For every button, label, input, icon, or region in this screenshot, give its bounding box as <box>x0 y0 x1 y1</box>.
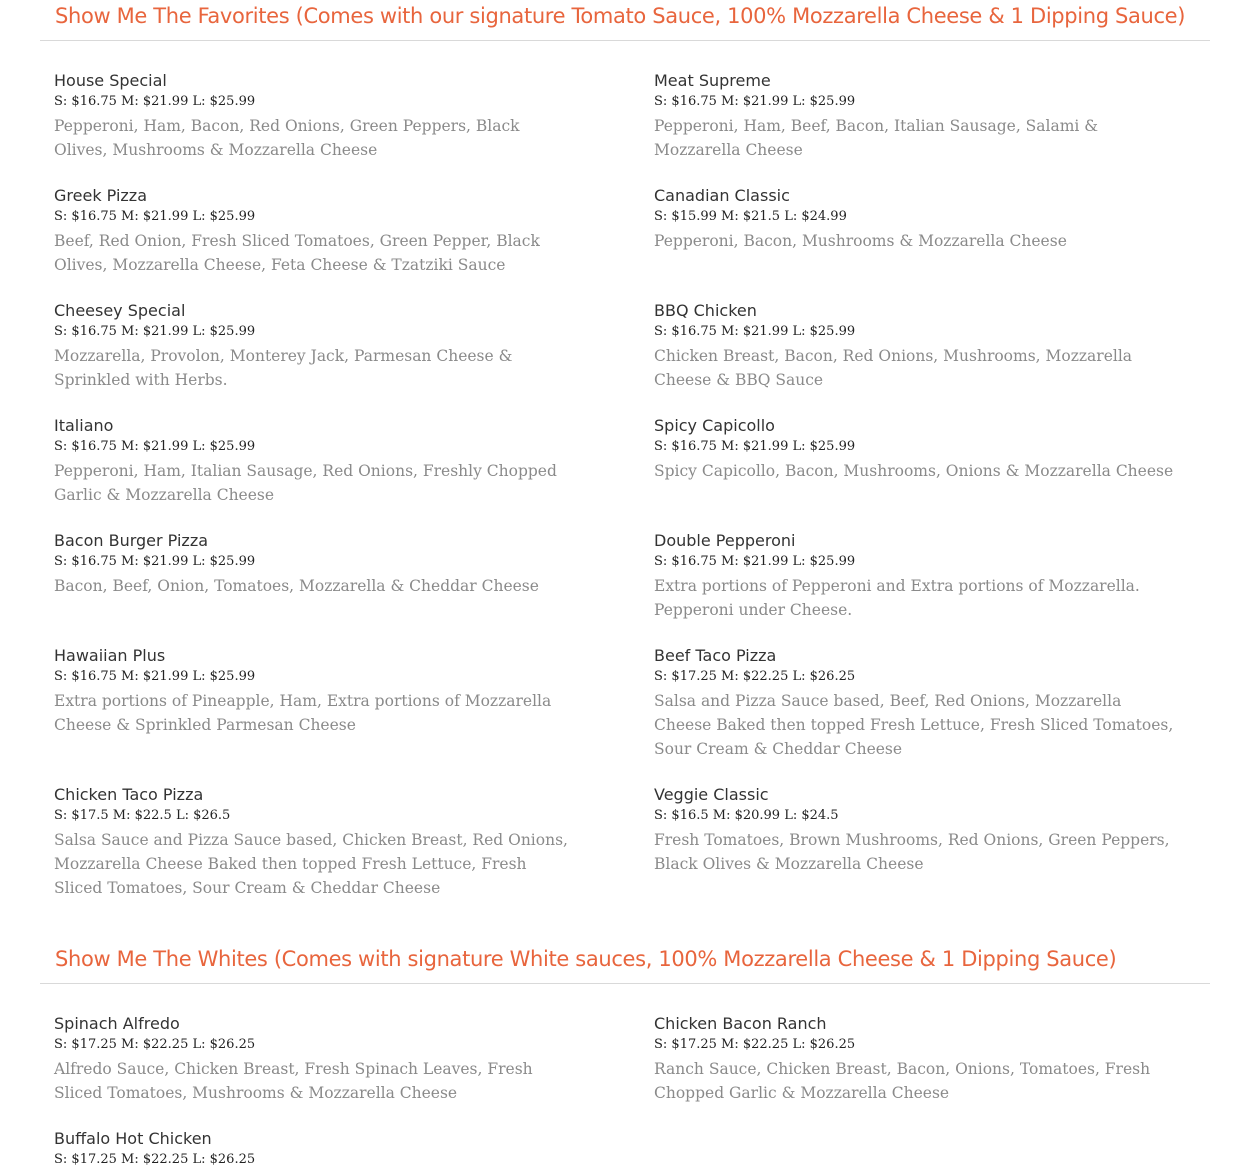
menu-item-description: Chicken Breast, Bacon, Red Onions, Mushrooms, Mozzarella Cheese & BBQ Sauce <box>654 347 1133 389</box>
menu-item-price: S: $15.99 M: $21.5 L: $24.99 <box>654 209 847 224</box>
menu-item-veggie-classic[interactable] <box>654 784 1174 876</box>
menu-item-name: Hawaiian Plus <box>54 646 166 665</box>
menu-item-hawaiian-plus[interactable] <box>54 645 574 737</box>
menu-item-price: S: $16.75 M: $21.99 L: $25.99 <box>654 324 856 339</box>
menu-item-name: BBQ Chicken <box>654 301 757 320</box>
menu-item-description: Mozzarella, Provolon, Monterey Jack, Parmesan Cheese & Sprinkled with Herbs. <box>54 347 513 389</box>
menu-item-name: Bacon Burger Pizza <box>54 531 209 550</box>
menu-item-price: S: $16.75 M: $21.99 L: $25.99 <box>654 439 856 454</box>
menu-item-price: S: $16.75 M: $21.99 L: $25.99 <box>54 324 256 339</box>
menu-item-bbq-chicken[interactable] <box>654 300 1174 392</box>
menu-item-name: House Special <box>54 71 167 90</box>
menu-item-price: S: $16.75 M: $21.99 L: $25.99 <box>54 94 256 109</box>
menu-item-name: Chicken Bacon Ranch <box>654 1014 827 1033</box>
section-title-favorites: Show Me The Favorites (Comes with our signature Tomato Sauce, 100% Mozzarella Cheese & 1 Dipping Sauce) <box>55 4 1186 28</box>
menu-item-buffalo-hot-chicken[interactable] <box>54 1128 574 1170</box>
menu-item-price: S: $16.5 M: $20.99 L: $24.5 <box>654 808 839 823</box>
menu-item-name: Cheesey Special <box>54 301 186 320</box>
menu-item-meat-supreme[interactable] <box>654 70 1174 162</box>
menu-item-name: Spicy Capicollo <box>654 416 775 435</box>
menu-item-price: S: $16.75 M: $21.99 L: $25.99 <box>654 94 856 109</box>
menu-item-canadian-classic[interactable] <box>654 185 1174 253</box>
menu-item-name: Canadian Classic <box>654 186 790 205</box>
menu-item-name: Beef Taco Pizza <box>654 646 777 665</box>
menu-item-name: Buffalo Hot Chicken <box>54 1129 212 1148</box>
menu-item-description: Bacon, Beef, Onion, Tomatoes, Mozzarella & Cheddar Cheese <box>54 577 539 595</box>
menu-item-description: Extra portions of Pepperoni and Extra portions of Mozzarella. Pepperoni under Cheese. <box>654 577 1140 619</box>
menu-item-price: S: $17.25 M: $22.25 L: $26.25 <box>54 1037 256 1052</box>
menu-item-bacon-burger-pizza[interactable] <box>54 530 574 598</box>
menu-item-description: Ranch Sauce, Chicken Breast, Bacon, Onions, Tomatoes, Fresh Chopped Garlic & Mozzarella Cheese <box>654 1060 1151 1102</box>
menu-item-name: Italiano <box>54 416 114 435</box>
menu-item-price: S: $17.5 M: $22.5 L: $26.5 <box>54 808 231 823</box>
menu-item-name: Meat Supreme <box>654 71 771 90</box>
menu-item-name: Chicken Taco Pizza <box>54 785 204 804</box>
menu-item-beef-taco-pizza[interactable] <box>654 645 1174 761</box>
menu-item-price: S: $16.75 M: $21.99 L: $25.99 <box>654 554 856 569</box>
menu-item-description: Salsa and Pizza Sauce based, Beef, Red Onions, Mozzarella Cheese Baked then topped Fresh Lettuce, Fresh Sliced Tomatoes, Sour Cream & Cheddar Cheese <box>654 692 1174 758</box>
menu-item-price: S: $16.75 M: $21.99 L: $25.99 <box>54 669 256 684</box>
menu-item-name: Veggie Classic <box>654 785 769 804</box>
menu-item-price: S: $16.75 M: $21.99 L: $25.99 <box>54 209 256 224</box>
section-divider <box>40 983 1210 984</box>
menu-item-name: Spinach Alfredo <box>54 1014 180 1033</box>
menu-item-price: S: $16.75 M: $21.99 L: $25.99 <box>54 554 256 569</box>
menu-item-price: S: $17.25 M: $22.25 L: $26.25 <box>54 1152 256 1167</box>
menu-item-italiano[interactable] <box>54 415 574 507</box>
menu-item-spinach-alfredo[interactable] <box>54 1013 574 1105</box>
menu-item-price: S: $17.25 M: $22.25 L: $26.25 <box>654 1037 856 1052</box>
menu-item-description: Fresh Tomatoes, Brown Mushrooms, Red Onions, Green Peppers, Black Olives & Mozzarella Cheese <box>654 831 1170 873</box>
menu-item-name: Double Pepperoni <box>654 531 796 550</box>
menu-item-cheesey-special[interactable] <box>54 300 574 392</box>
menu-item-double-pepperoni[interactable] <box>654 530 1174 622</box>
menu-item-chicken-bacon-ranch[interactable] <box>654 1013 1174 1105</box>
menu-item-description: Alfredo Sauce, Chicken Breast, Fresh Spinach Leaves, Fresh Sliced Tomatoes, Mushrooms & Mozzarella Cheese <box>54 1060 533 1102</box>
menu-item-spicy-capicollo[interactable] <box>654 415 1174 483</box>
menu-item-price: S: $17.25 M: $22.25 L: $26.25 <box>654 669 856 684</box>
menu-item-description: Spicy Capicollo, Bacon, Mushrooms, Onions & Mozzarella Cheese <box>654 462 1174 480</box>
menu-item-chicken-taco-pizza[interactable] <box>54 784 574 900</box>
menu-item-description: Pepperoni, Ham, Beef, Bacon, Italian Sausage, Salami & Mozzarella Cheese <box>654 117 1099 159</box>
menu-item-greek-pizza[interactable] <box>54 185 574 277</box>
menu-item-price: S: $16.75 M: $21.99 L: $25.99 <box>54 439 256 454</box>
menu-item-description: Pepperoni, Bacon, Mushrooms & Mozzarella Cheese <box>654 232 1067 250</box>
menu-item-description: Beef, Red Onion, Fresh Sliced Tomatoes, Green Pepper, Black Olives, Mozzarella Cheese, Feta Cheese & Tzatziki Sauce <box>54 232 540 274</box>
menu-item-description: Pepperoni, Ham, Bacon, Red Onions, Green Peppers, Black Olives, Mushrooms & Mozzarella Cheese <box>54 117 520 159</box>
menu-item-house-special[interactable] <box>54 70 574 162</box>
section-divider <box>40 40 1210 41</box>
menu-item-description: Extra portions of Pineapple, Ham, Extra portions of Mozzarella Cheese & Sprinkled Parmesan Cheese <box>54 692 552 734</box>
menu-item-description: Pepperoni, Ham, Italian Sausage, Red Onions, Freshly Chopped Garlic & Mozzarella Cheese <box>54 462 557 504</box>
menu-item-description: Salsa Sauce and Pizza Sauce based, Chicken Breast, Red Onions, Mozzarella Cheese Baked then topped Fresh Lettuce, Fresh Sliced Tomatoes, Sour Cream & Cheddar Cheese <box>54 831 568 897</box>
section-title-whites: Show Me The Whites (Comes with signature White sauces, 100% Mozzarella Cheese & 1 Dipping Sauce) <box>55 947 1117 971</box>
menu-item-name: Greek Pizza <box>54 186 148 205</box>
